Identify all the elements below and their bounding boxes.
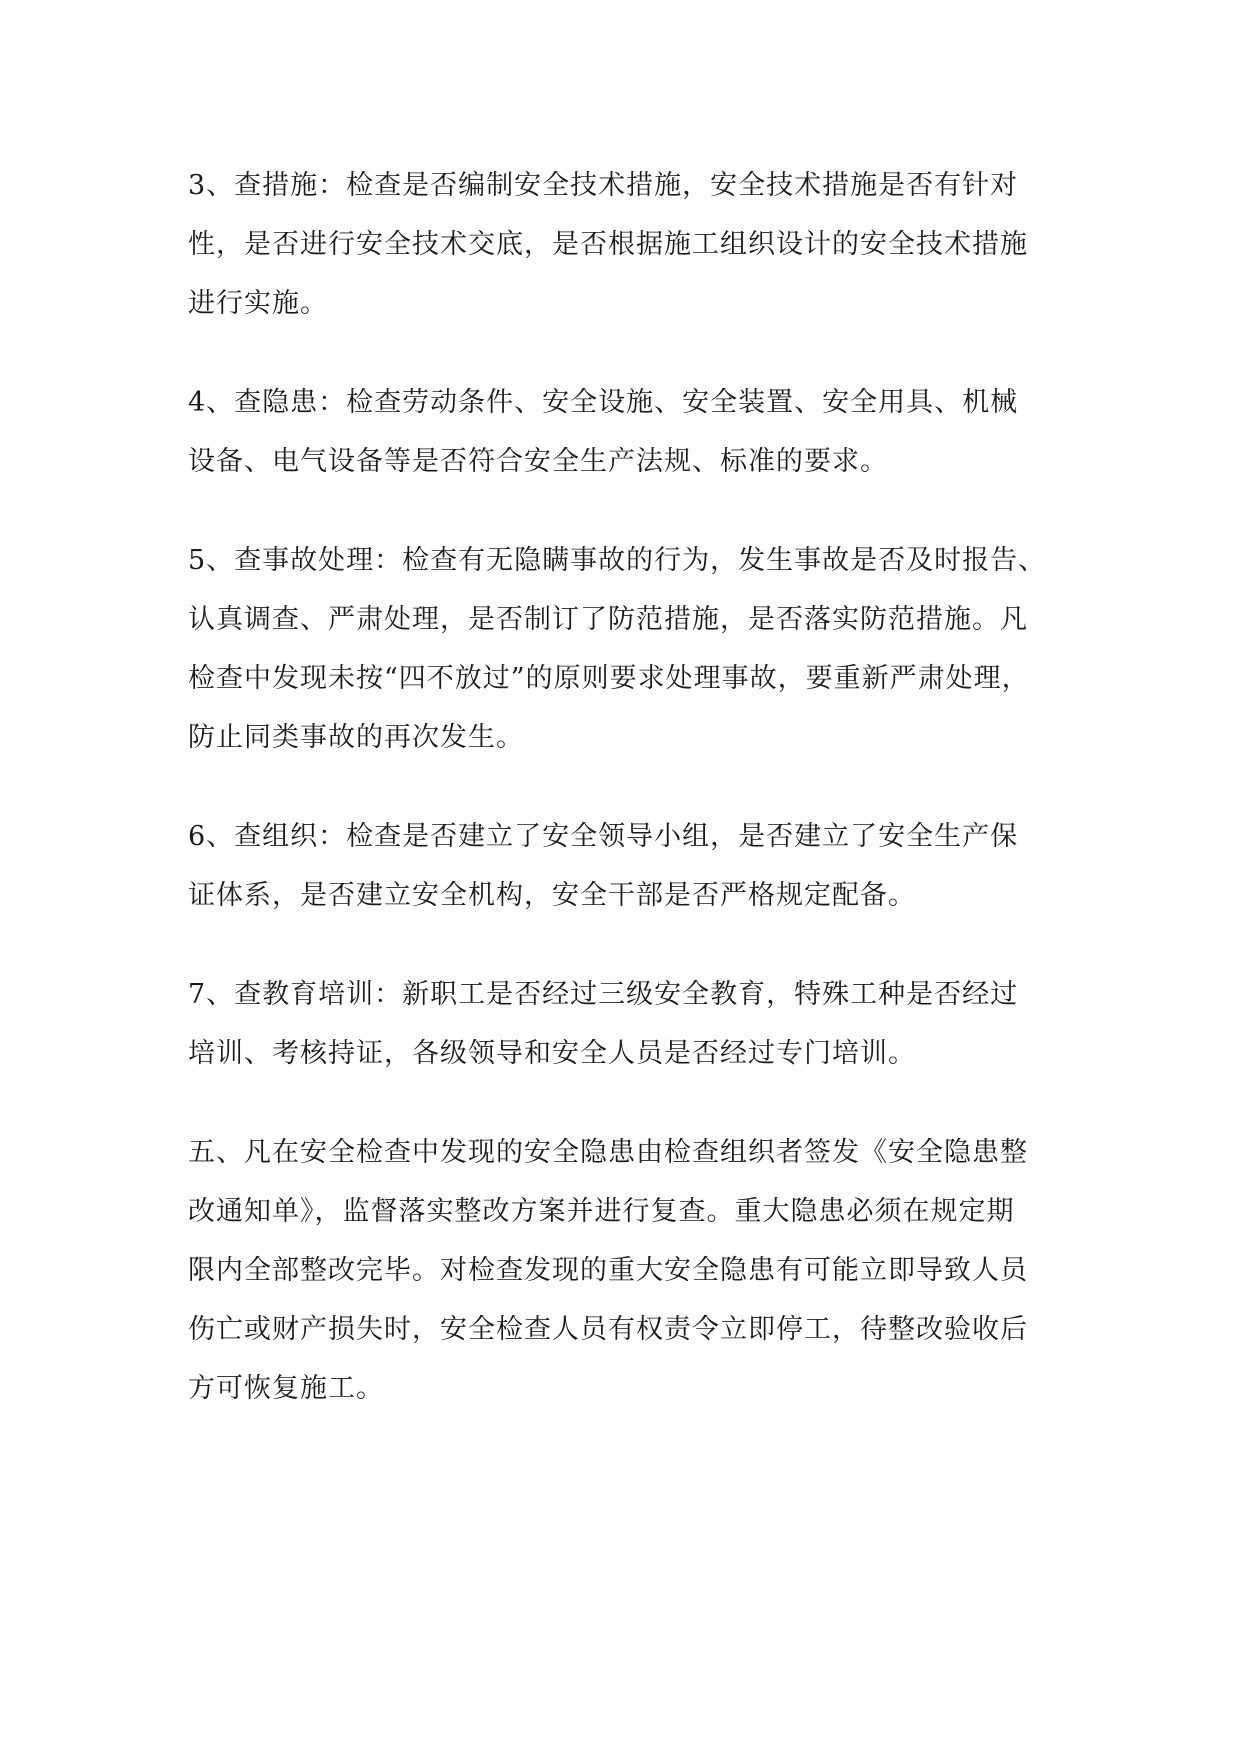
- text-line: 防止同类事故的再次发生。: [188, 722, 524, 753]
- text-line: 培训、考核持证，各级领导和安全人员是否经过专门培训。: [188, 1038, 916, 1069]
- text-line: 3、查措施：检查是否编制安全技术措施，安全技术措施是否有针对: [188, 170, 1019, 201]
- paragraph-check-accident-handling: [188, 531, 1056, 767]
- text-line: 认真调查、严肃处理，是否制订了防范措施，是否落实防范措施。凡: [188, 604, 1028, 635]
- text-line: 进行实施。: [188, 288, 328, 319]
- text-line: 6、查组织：检查是否建立了安全领导小组，是否建立了安全生产保: [188, 821, 1019, 852]
- paragraph-check-organization: [188, 807, 1056, 925]
- text-line: 方可恢复施工。: [188, 1373, 384, 1404]
- text-line: 改通知单》，监督落实整改方案并进行复查。重大隐患必须在规定期: [188, 1196, 1015, 1227]
- text-line: 伤亡或财产损失时，安全检查人员有权责令立即停工，待整改验收后: [188, 1314, 1028, 1345]
- paragraph-check-measures: [188, 156, 1056, 333]
- text-line: 限内全部整改完毕。对检查发现的重大安全隐患有可能立即导致人员: [188, 1255, 1028, 1286]
- text-line: 证体系，是否建立安全机构，安全干部是否严格规定配备。: [188, 880, 916, 911]
- text-line: 4、查隐患：检查劳动条件、安全设施、安全装置、安全用具、机械: [188, 387, 1019, 418]
- text-line: 检查中发现未按“四不放过”的原则要求处理事故，要重新严肃处理，: [188, 663, 1030, 694]
- text-line: 7、查教育培训：新职工是否经过三级安全教育，特殊工种是否经过: [188, 979, 1019, 1010]
- paragraph-check-training: [188, 965, 1056, 1083]
- paragraph-rectification-notice: [188, 1123, 1056, 1418]
- document-body: [188, 156, 1056, 1458]
- text-line: 设备、电气设备等是否符合安全生产法规、标准的要求。: [188, 446, 888, 477]
- text-line: 五、凡在安全检查中发现的安全隐患由检查组织者签发《安全隐患整: [188, 1137, 1028, 1168]
- paragraph-check-hazards: [188, 373, 1056, 491]
- text-line: 性，是否进行安全技术交底，是否根据施工组织设计的安全技术措施: [188, 229, 1028, 260]
- text-line: 5、查事故处理：检查有无隐瞒事故的行为，发生事故是否及时报告、: [188, 545, 1047, 576]
